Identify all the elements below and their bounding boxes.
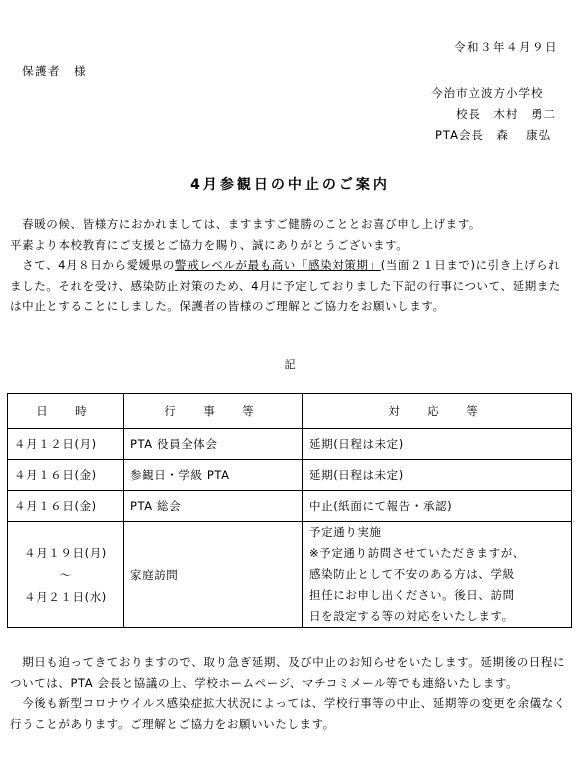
row-response: 延期(日程は未定) [303, 429, 572, 460]
row-event: PTA 総会 [124, 491, 303, 522]
row-event: 家庭訪問 [124, 522, 303, 628]
table-header-row [8, 394, 572, 429]
table-row [8, 491, 572, 522]
sender-school: 今治市立波方小学校 [431, 86, 544, 100]
row-event: PTA 役員全体会 [124, 429, 303, 460]
sender-principal: 校長 木村 勇二 [456, 107, 556, 121]
response-line: 予定通り実施 [309, 525, 382, 539]
closing-paragraph-1: 期日も迫ってきておりますので、取り急ぎ延期、及び中止のお知らせをいたします。延期後の日程については、PTA 会長と協議の上、学校ホームページ、マチコミメール等でも連絡いたします。 [10, 655, 566, 690]
row-event: 参観日・学級 PTA [124, 460, 303, 491]
response-line: 日を設定する等の対応をいたします。 [309, 609, 514, 623]
sender-block [431, 83, 556, 146]
date-to: ４月２１日(水) [24, 589, 107, 604]
intro-p2-suffix: (当面２１日まで) [380, 258, 476, 272]
header-date: 日 時 [8, 394, 124, 429]
row-date: ４月１２日(月) [8, 429, 124, 460]
table-row [8, 429, 572, 460]
row-date: ４月１６日(金) [8, 491, 124, 522]
closing-paragraph-2: 今後も新型コロナウイルス感染症拡大状況によっては、学校行事等の中止、延期等の変更を余儀なく行うことがあります。ご理解とご協力をお願いいたします。 [10, 696, 566, 731]
intro-p2-rest: に引き上げられました。それを受け、感染防止対策のため、4月に予定しておりました下記の行事について、延期または中止とすることにしました。保護者の皆様のご理解とご協力をお願いします。 [10, 258, 562, 313]
issue-date: 令和３年４月９日 [454, 40, 558, 54]
closing-text [10, 652, 572, 734]
schedule-table [7, 393, 572, 628]
sender-pta: PTA会長 森 康弘 [435, 128, 552, 142]
table-row [8, 460, 572, 491]
intro-line-1: 春暖の候、皆様方におかれましては、ますますご健勝のこととお喜び申し上げます。 [10, 217, 481, 231]
intro-paragraph-2 [10, 255, 570, 317]
intro-p2-prefix: さて、4月８日から愛媛県の [10, 258, 175, 272]
row-response [303, 522, 572, 628]
table-row-home-visit [8, 522, 572, 628]
row-response: 中止(紙面にて報告・承認) [303, 491, 572, 522]
row-date-range [8, 522, 124, 628]
row-date: ４月１６日(金) [8, 460, 124, 491]
header-response: 対 応 等 [303, 394, 572, 429]
date-separator: ～ [59, 567, 72, 582]
date-from: ４月１９日(月) [24, 545, 107, 560]
intro-text [10, 214, 570, 317]
header-event: 行 事 等 [124, 394, 303, 429]
response-line: 感染防止として不安のある方は、学級 [309, 567, 515, 581]
ki-heading: 記 [284, 358, 296, 371]
response-line: 担任にお申し出ください。後日、訪問 [309, 588, 515, 602]
recipient: 保護者 様 [22, 64, 87, 78]
response-line: ※予定通り訪問させていただきますが、 [309, 546, 525, 560]
alert-level-underlined: 警戒レベルが最も高い「感染対策期」 [175, 258, 381, 272]
row-response: 延期(日程は未定) [303, 460, 572, 491]
intro-line-2: 平素より本校教育にご支援とご協力を賜り、誠にありがとうございます。 [10, 237, 409, 252]
document-title: 4月参観日の中止のご案内 [190, 177, 390, 193]
